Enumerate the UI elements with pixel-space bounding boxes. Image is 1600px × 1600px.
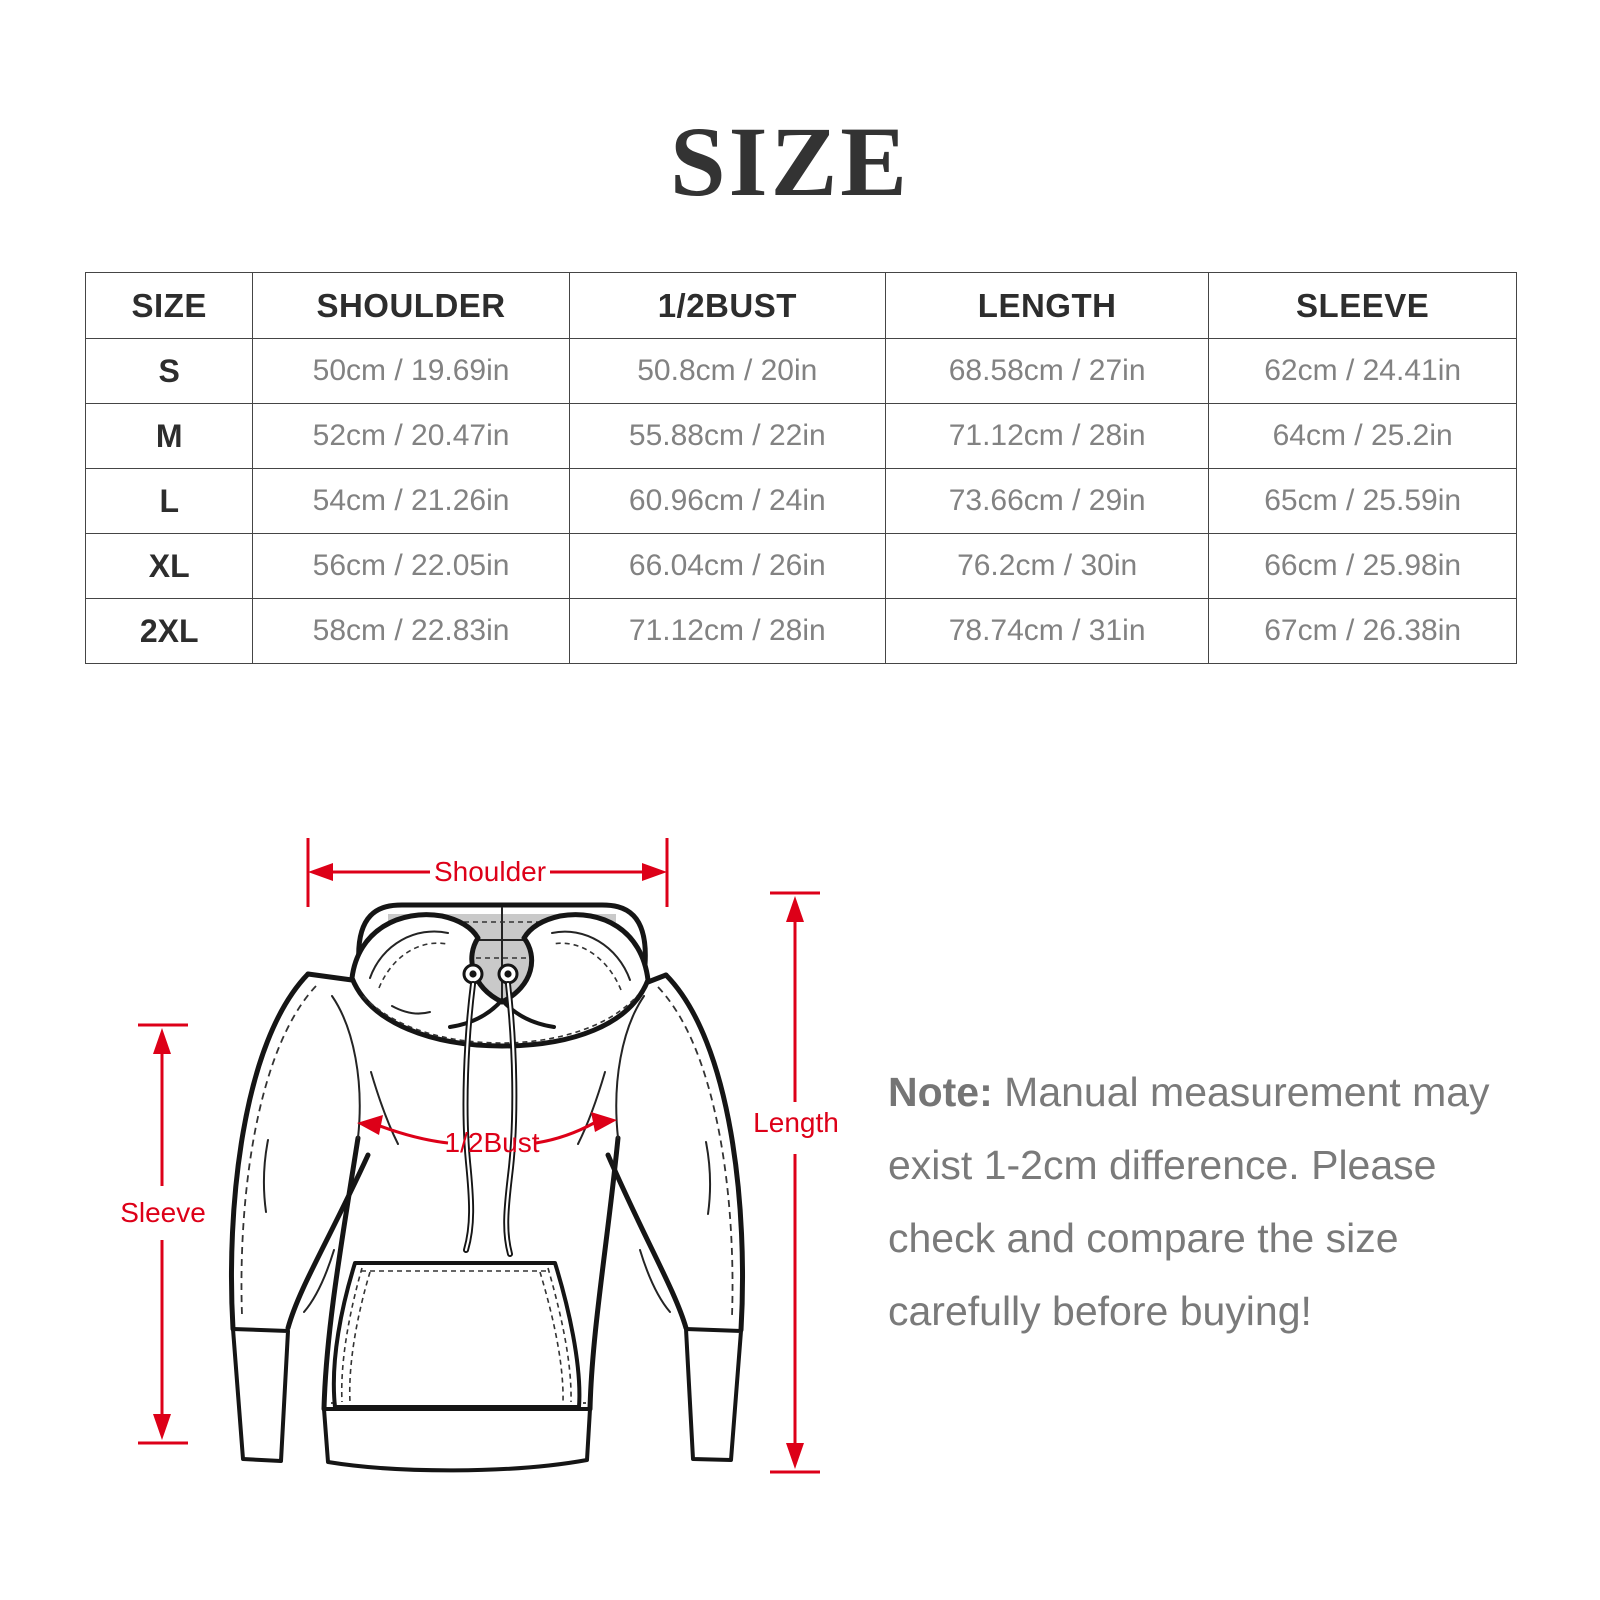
hoodie-measurement-diagram: [120, 810, 839, 1490]
cell-length: 78.74cm / 31in: [885, 599, 1208, 664]
cell-shoulder: 52cm / 20.47in: [253, 404, 569, 469]
table-row: [86, 339, 1517, 404]
note-label: Note:: [888, 1069, 993, 1115]
header-cell-sleeve: SLEEVE: [1209, 273, 1517, 339]
cell-size: 2XL: [86, 599, 253, 664]
note-line: exist 1-2cm difference. Please: [888, 1142, 1437, 1188]
page-title: SIZE: [670, 106, 910, 217]
table-row: [86, 534, 1517, 599]
header-cell-half-bust: 1/2BUST: [569, 273, 885, 339]
cell-shoulder: 54cm / 21.26in: [253, 469, 569, 534]
cell-half-bust: 71.12cm / 28in: [569, 599, 885, 664]
note-line: Note: Manual measurement may: [888, 1069, 1490, 1115]
half-bust-arrow: [357, 1112, 617, 1158]
cell-size: L: [86, 469, 253, 534]
sleeve-arrow: [120, 1025, 206, 1443]
cell-sleeve: 66cm / 25.98in: [1209, 534, 1517, 599]
hoodie-pocket: [334, 1263, 580, 1407]
cell-sleeve: 62cm / 24.41in: [1209, 339, 1517, 404]
cell-length: 76.2cm / 30in: [885, 534, 1208, 599]
cell-half-bust: 60.96cm / 24in: [569, 469, 885, 534]
sleeve-label: Sleeve: [120, 1197, 206, 1228]
cell-half-bust: 50.8cm / 20in: [569, 339, 885, 404]
cell-shoulder: 58cm / 22.83in: [253, 599, 569, 664]
cell-sleeve: 64cm / 25.2in: [1209, 404, 1517, 469]
length-label: Length: [753, 1107, 839, 1138]
header-cell-length: LENGTH: [885, 273, 1208, 339]
size-table: [85, 272, 1517, 664]
table-row: [86, 599, 1517, 664]
cell-size: M: [86, 404, 253, 469]
cell-shoulder: 50cm / 19.69in: [253, 339, 569, 404]
note-text: [888, 1056, 1528, 1348]
cell-half-bust: 55.88cm / 22in: [569, 404, 885, 469]
cell-half-bust: 66.04cm / 26in: [569, 534, 885, 599]
cell-length: 71.12cm / 28in: [885, 404, 1208, 469]
cell-length: 73.66cm / 29in: [885, 469, 1208, 534]
length-arrow: [753, 893, 839, 1472]
cell-sleeve: 67cm / 26.38in: [1209, 599, 1517, 664]
header-cell-size: SIZE: [86, 273, 253, 339]
half-bust-label: 1/2Bust: [444, 1127, 540, 1158]
shoulder-arrow: [308, 838, 667, 907]
note-line: check and compare the size: [888, 1215, 1399, 1261]
table-row: [86, 404, 1517, 469]
cell-length: 68.58cm / 27in: [885, 339, 1208, 404]
cell-sleeve: 65cm / 25.59in: [1209, 469, 1517, 534]
cell-shoulder: 56cm / 22.05in: [253, 534, 569, 599]
table-row: [86, 469, 1517, 534]
cell-size: XL: [86, 534, 253, 599]
header-cell-shoulder: SHOULDER: [253, 273, 569, 339]
note-line: carefully before buying!: [888, 1288, 1312, 1334]
shoulder-label: Shoulder: [433, 856, 547, 887]
table-header-row: [86, 273, 1517, 339]
cell-size: S: [86, 339, 253, 404]
